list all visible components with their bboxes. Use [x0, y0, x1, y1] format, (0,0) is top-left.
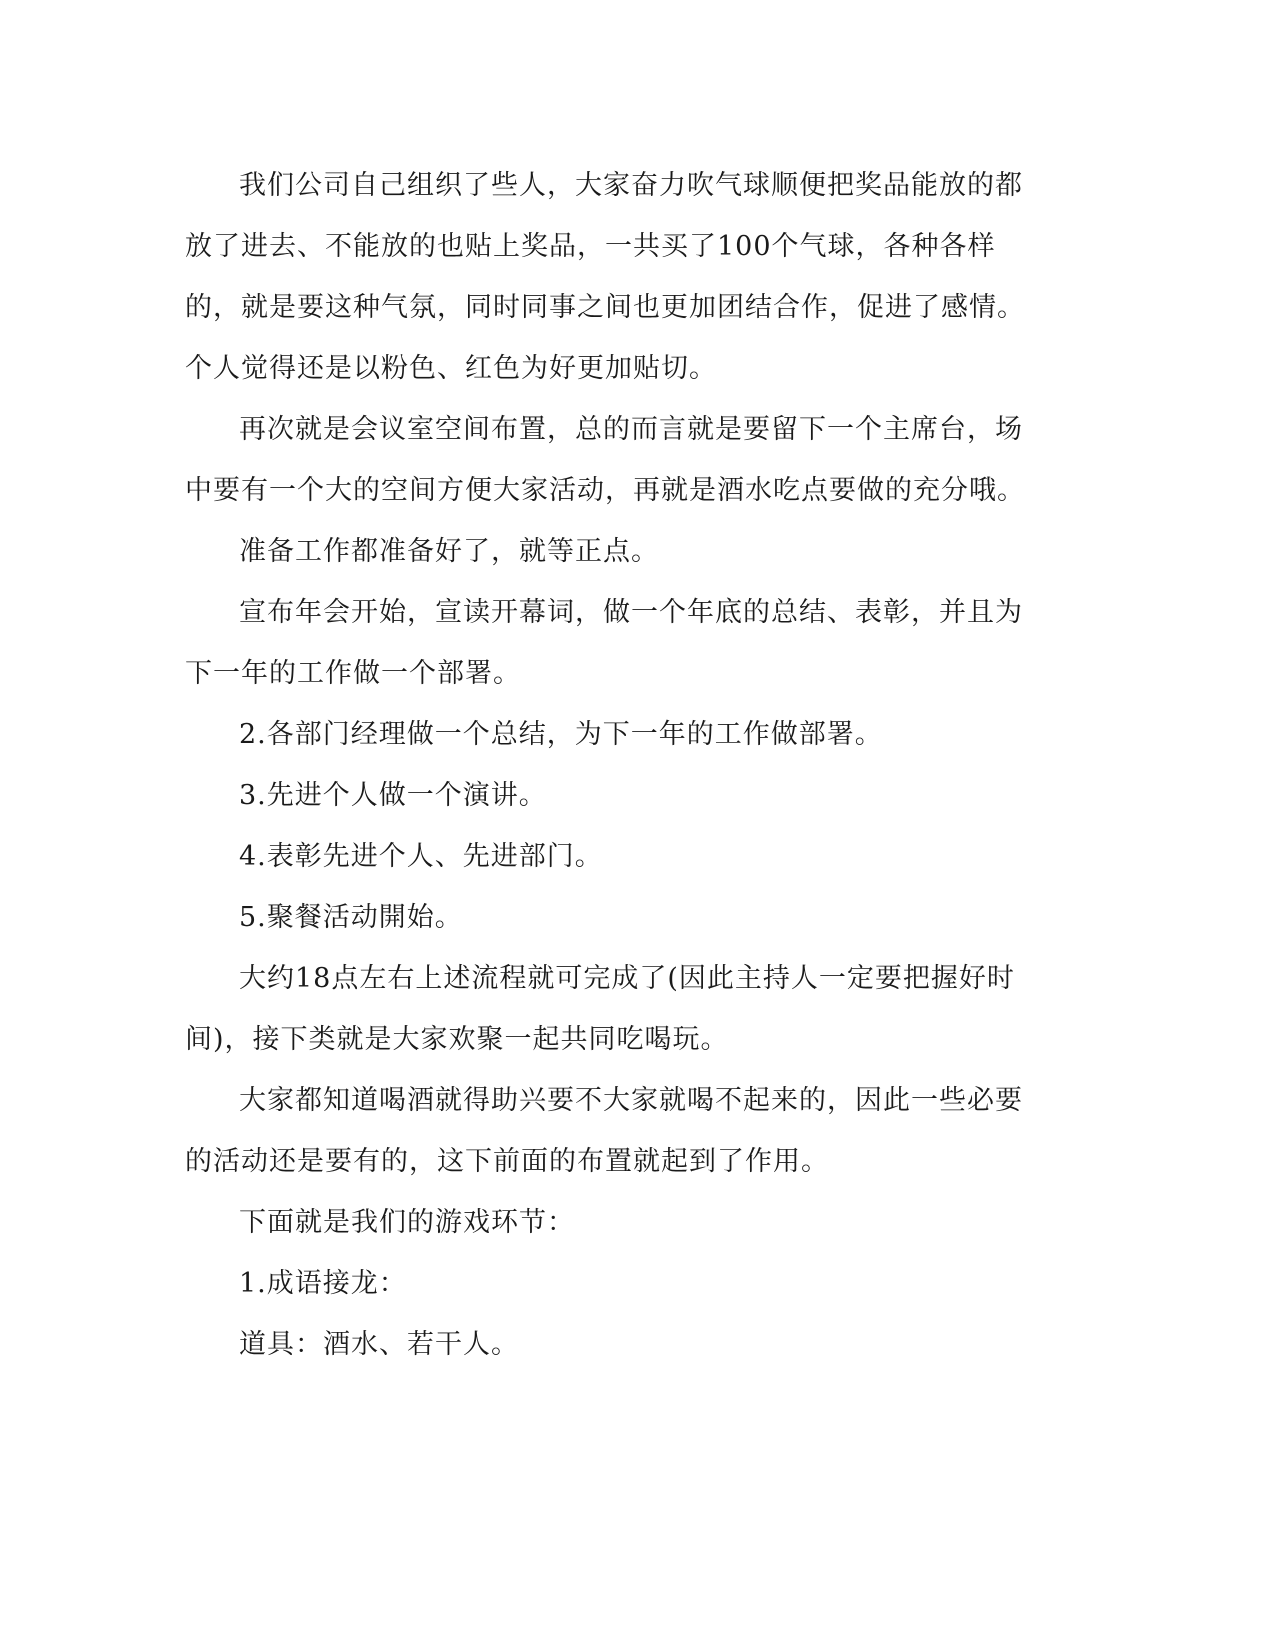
paragraph-opening: 宣布年会开始，宣读开幕词，做一个年底的总结、表彰，并且为下一年的工作做一个部署。 [185, 597, 1023, 689]
list-item-3: 3.先进个人做一个演讲。 [239, 780, 547, 811]
list-item-2: 2.各部门经理做一个总结，为下一年的工作做部署。 [239, 719, 883, 750]
game-item-1: 1.成语接龙： [239, 1268, 407, 1299]
list-item-4: 4.表彰先进个人、先进部门。 [239, 841, 603, 872]
paragraph-balloons: 我们公司自己组织了些人，大家奋力吹气球顺便把奖品能放的都放了进去、不能放的也贴上奖品，一共买了100个气球，各种各样的，就是要这种气氛，同时同事之间也更加团结合作，促进了感情。个人觉得还是以粉色、红色为好更加贴切。 [185, 170, 1025, 384]
paragraph-drinking: 大家都知道喝酒就得助兴要不大家就喝不起来的，因此一些必要的活动还是要有的，这下前面的布置就起到了作用。 [185, 1085, 1023, 1177]
paragraph-timing: 大约18点左右上述流程就可完成了(因此主持人一定要把握好时间)，接下类就是大家欢聚一起共同吃喝玩。 [185, 963, 1015, 1055]
paragraph-room-layout: 再次就是会议室空间布置，总的而言就是要留下一个主席台，场中要有一个大的空间方便大家活动，再就是酒水吃点要做的充分哦。 [185, 414, 1025, 506]
paragraph-games-intro: 下面就是我们的游戏环节： [239, 1207, 575, 1238]
paragraph-preparation: 准备工作都准备好了，就等正点。 [239, 536, 659, 567]
document-body [185, 155, 1040, 1375]
game-props: 道具：酒水、若干人。 [239, 1329, 519, 1360]
list-item-5: 5.聚餐活动開始。 [239, 902, 463, 933]
